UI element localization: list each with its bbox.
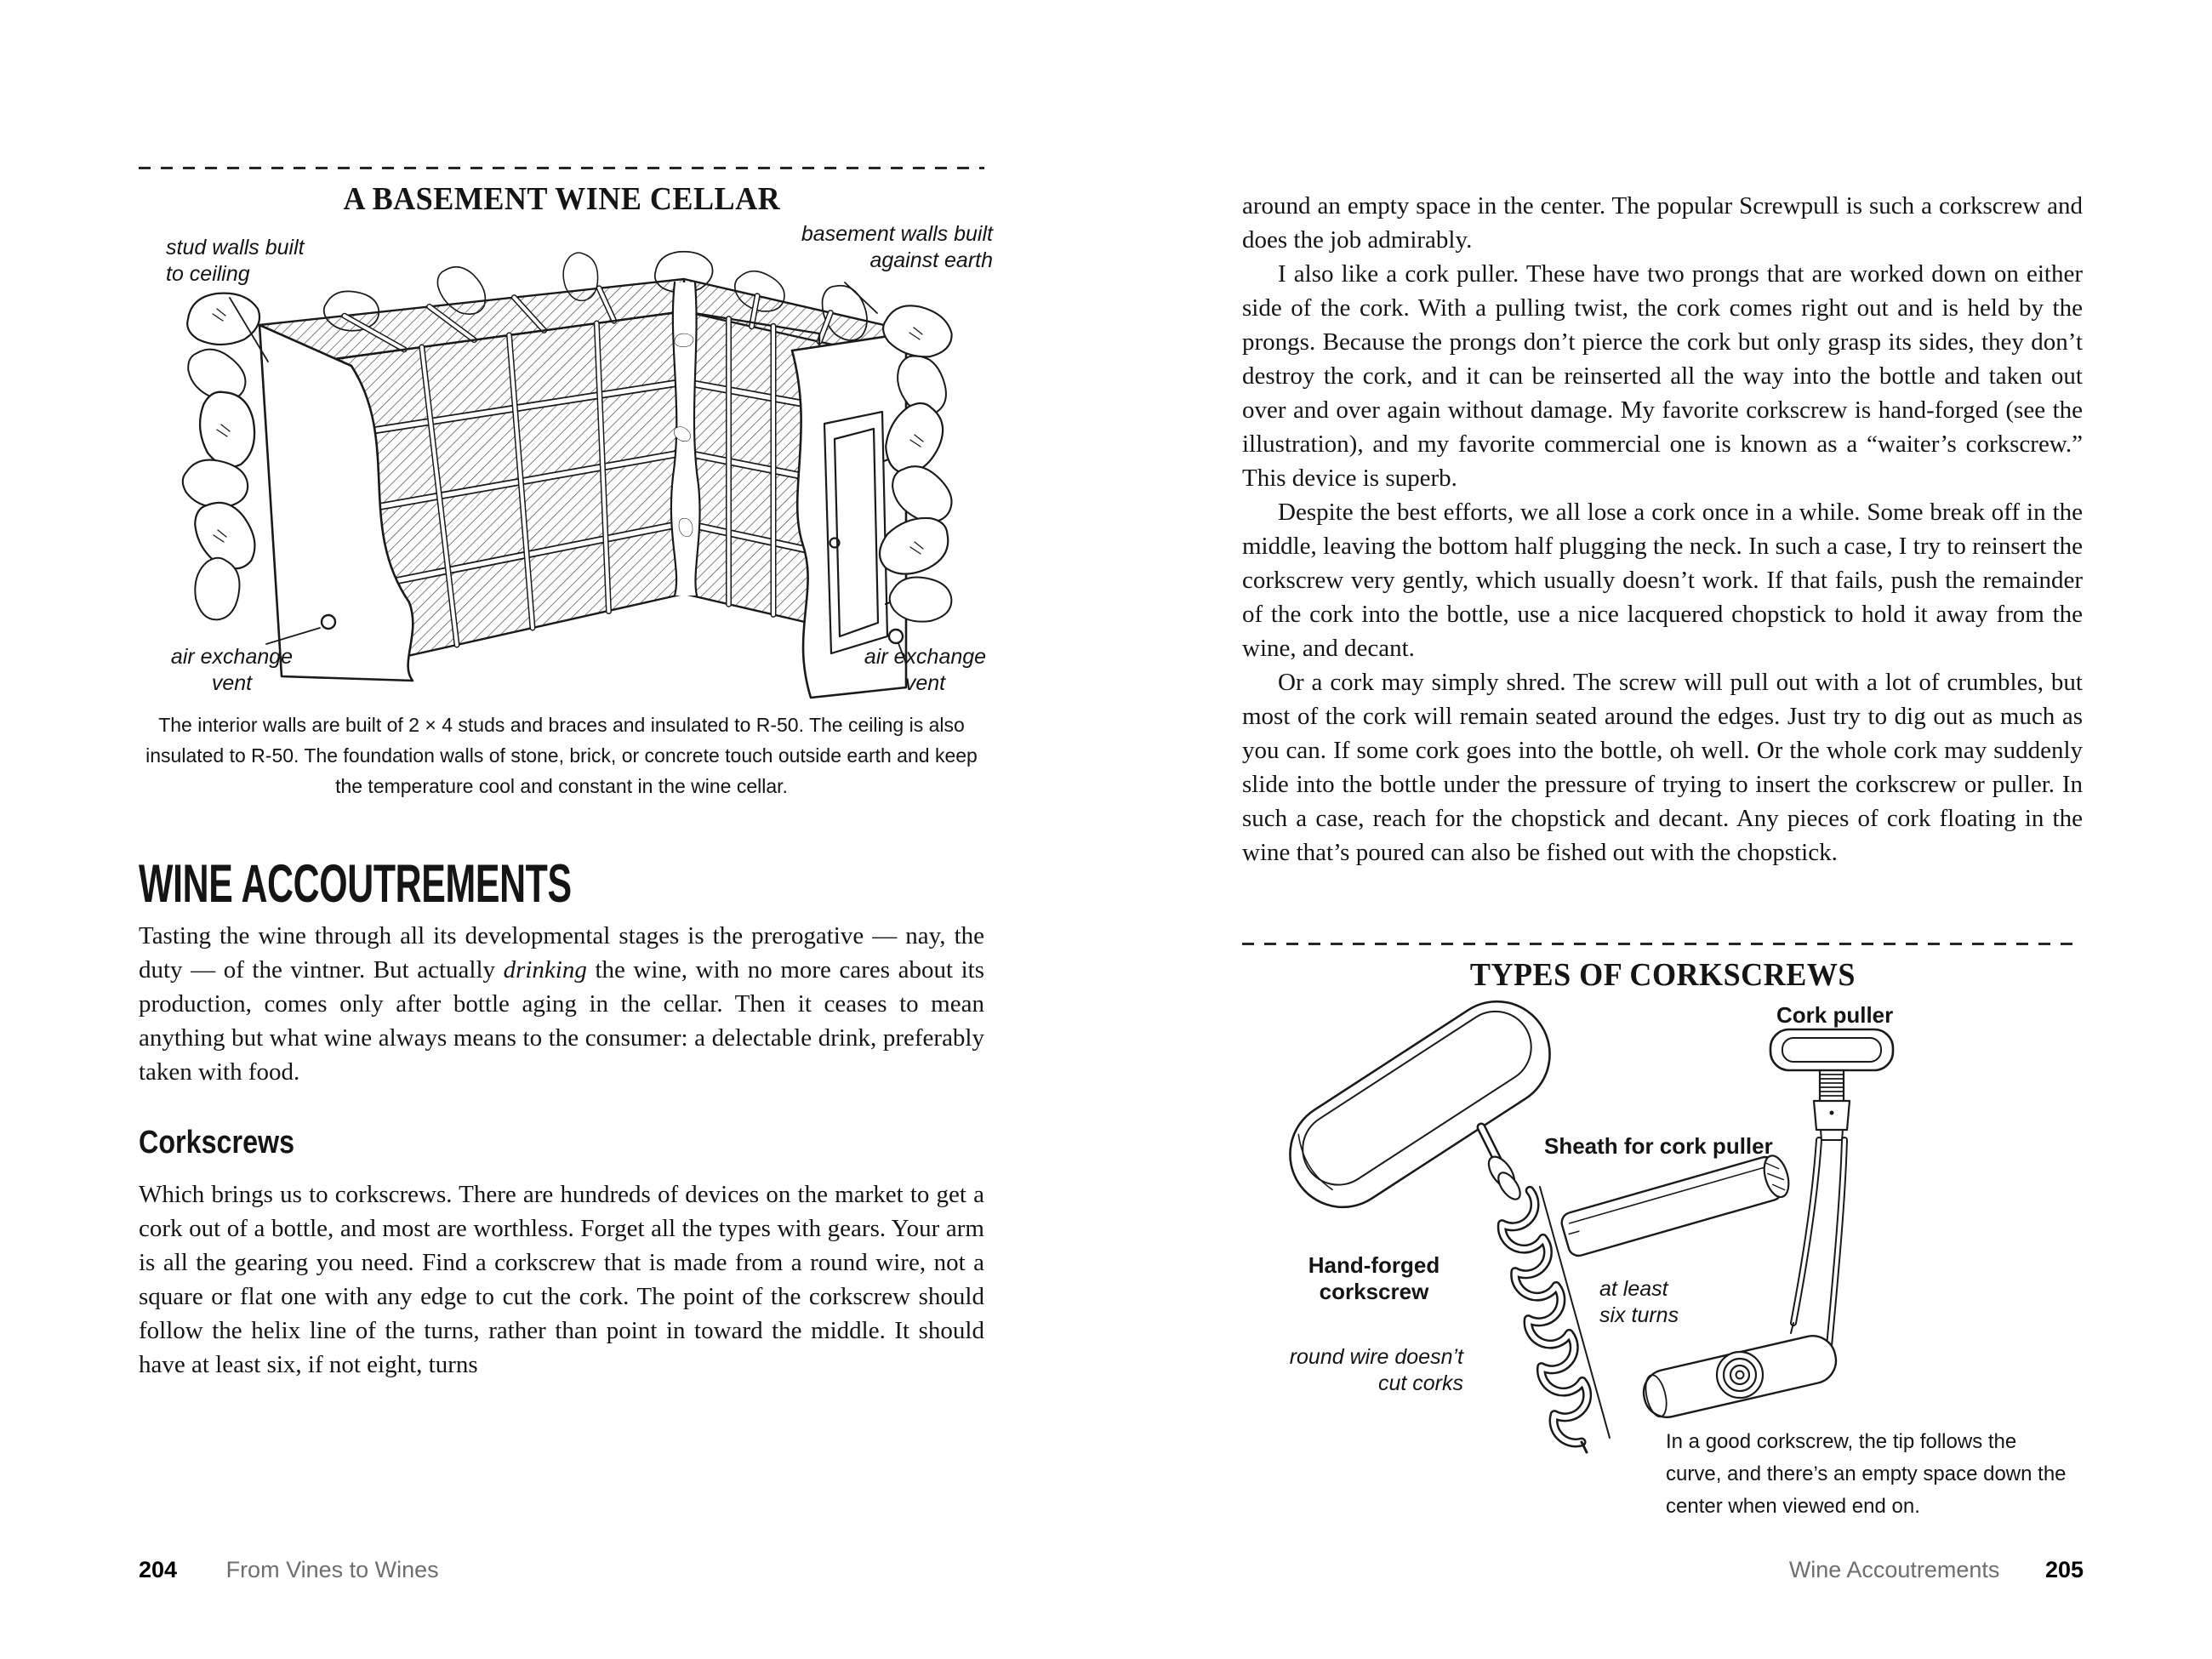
corkscrews-paragraph: Which brings us to corkscrews. There are hundreds of devices on the market to get a cork out of a bottle, and most are worthless. Forget all the types with gears. Your arm is all the gearing you need. Find a corkscrew that is made from a round wire, not a square or flat one with any edge to cut the cork. The point of the corkscrew should follow the helix line of the turns, rather than point in toward the middle. It should have at least six, if not eight, turns <box>139 1181 984 1378</box>
air-vent-left <box>322 615 335 629</box>
footer-right <box>1668 1557 2084 1583</box>
figure-caption-cellar: The interior walls are built of 2 × 4 studs and braces and insulated to R-50. The ceiling is also insulated to R-50. The foundation walls of stone, brick, or concrete touch outside earth and keep the temperature cool and constant in the wine cellar. <box>145 714 978 797</box>
figure-top-rule-right <box>1242 943 2083 945</box>
figure-top-rule-left <box>139 167 984 169</box>
label-basement-walls: basement walls built against earth <box>801 222 993 272</box>
label-air-vent-right: air exchange vent <box>864 645 987 695</box>
label-sheath: Sheath for cork puller <box>1544 1133 1773 1159</box>
figure-title-corkscrews: TYPES OF CORKSCREWS <box>1469 957 1856 993</box>
page-number-left: 204 <box>139 1557 178 1582</box>
air-vent-right <box>889 630 903 643</box>
section-heading: WINE ACCOUTREMENTS <box>139 854 572 914</box>
sheath-drawing <box>1559 1152 1793 1258</box>
label-cork-puller: Cork puller <box>1776 1002 1894 1028</box>
label-stud-walls: stud walls built to ceiling <box>166 236 305 286</box>
right-page-text: around an empty space in the center. The popular Screwpull is such a corkscrew and does the job admirably. I also like a cork puller. These have two prongs that are worked down on either side of the cork. With a pulling twist, the cork comes right out and is held by the prongs. Because the prongs don’t pierce the cork but only grasp its sides, they don’t destroy the cork, and it can be reinserted all the way into the bottle and taken out over and over again without damage. My favorite corkscrew is hand-forged (see the illustration), and my favorite commercial one is known as a “waiter’s corkscrew.” This device is superb. Despite the best efforts, we all lose a cork once in a while. Some break off in the middle, leaving the bottom half plugging the neck. In such a case, I try to reinsert the corkscrew very gently, which usually doesn’t work. If that fails, push the remainder of the cork into the bottle, use a nice lacquered chopstick to hold it away from the wine, and decant. Or a cork may simply shred. The screw will pull out with a lot of crumbles, but most of the cork will remain seated around the edges. Just try to dig out as much as you can. If some cork goes into the bottle, oh well. Or the whole cork may suddenly slide into the bottle under the pressure of trying to insert the corkscrew or puller. In such a case, reach for the chopstick and decant. Any pieces of cork floating in the wine that’s poured can also be fished out with the chopstick. <box>1242 192 2083 866</box>
running-title-left: From Vines to Wines <box>225 1557 439 1582</box>
label-at-least-six-turns: at least six turns <box>1599 1277 1679 1327</box>
footer-left <box>139 1557 439 1583</box>
label-round-wire: round wire doesn’t cut corks <box>1289 1345 1463 1395</box>
corkscrews-illustration <box>1242 995 2084 1472</box>
wine-cellar-illustration <box>139 238 984 715</box>
subheading-corkscrews: Corkscrews <box>139 1125 295 1160</box>
label-air-vent-left: air exchange vent <box>170 645 294 695</box>
figure-title-cellar: A BASEMENT WINE CELLAR <box>343 181 780 217</box>
end-view-drawing <box>1639 1331 1841 1422</box>
figure-caption-corkscrews: In a good corkscrew, the tip follows the curve, and there’s an empty space down the center when viewed end on. <box>1666 1430 2067 1518</box>
stone-wall-left <box>178 294 265 624</box>
label-hand-forged: Hand-forged corkscrew <box>1308 1252 1440 1304</box>
page-number-right: 205 <box>2044 1557 2084 1582</box>
running-title-right: Wine Accoutrements <box>1788 1557 2000 1582</box>
door-wall-panel <box>792 334 906 698</box>
cork-puller-drawing <box>1770 1029 1893 1356</box>
intro-paragraph: Tasting the wine through all its developmental stages is the prerogative — nay, the duty — of the vintner. But actually drinking the wine, with no more cares about its production, comes only after bottle aging in the cellar. Then it ceases to mean anything but what wine always means to the consumer: a delectable drink, preferably taken with food. <box>139 922 984 1086</box>
